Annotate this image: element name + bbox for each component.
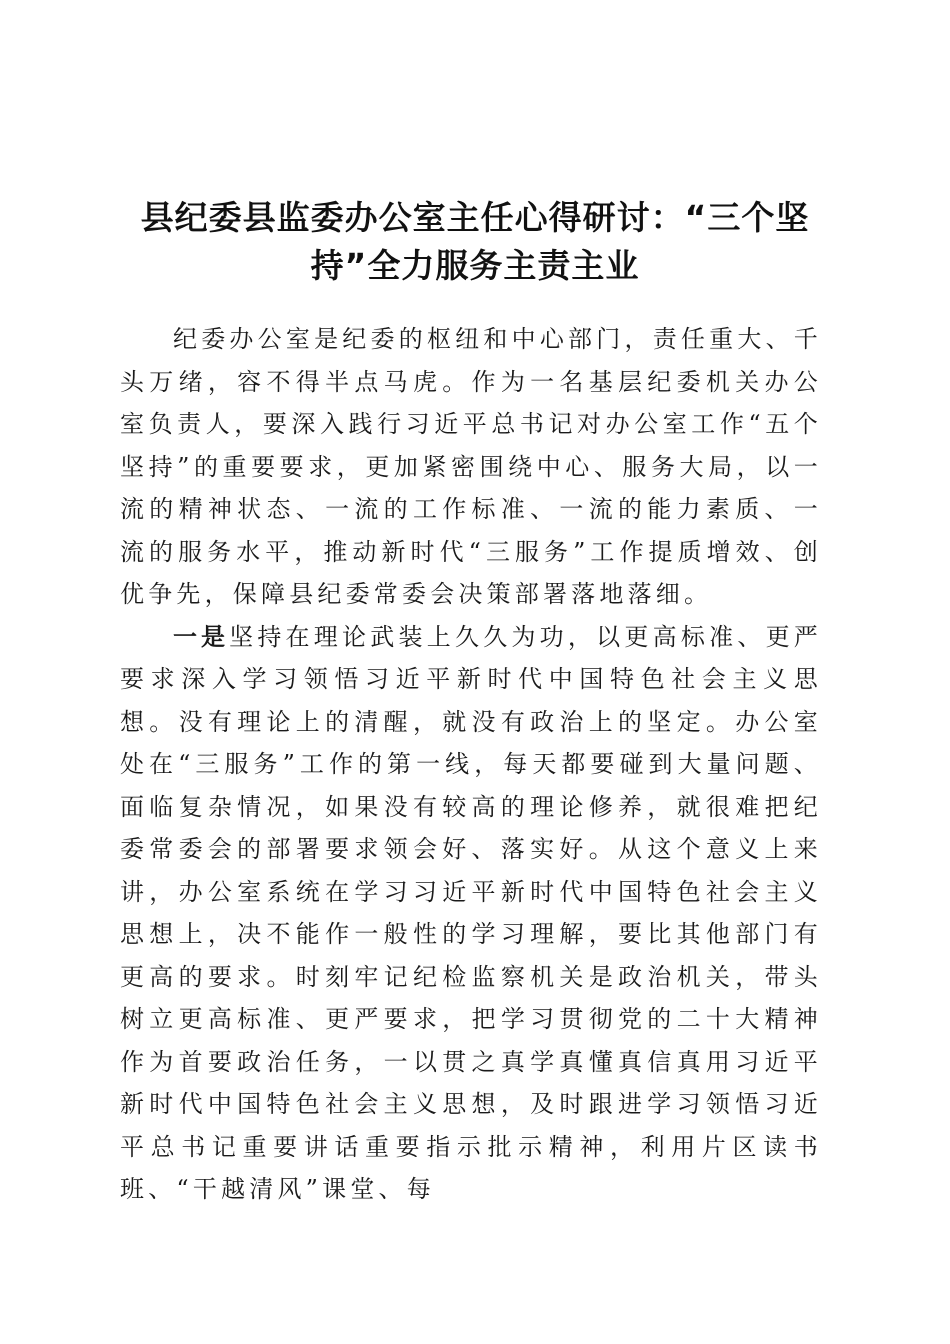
paragraph-text: 坚持在理论武装上久久为功，以更高标准、更严要求深入学习领悟习近平新时代中国特色社会主义思想。没有理论上的清醒，就没有政治上的坚定。办公室处在“三服务”工作的第一线，每天都要碰到大量问题、面临复杂情况，如果没有较高的理论修养，就很难把纪委常委会的部署要求领会好、落实好。从这个意义上来讲，办公室系统在学习习近平新时代中国特色社会主义思想上，决不能作一般性的学习理解，要比其他部门有更高的要求。时刻牢记纪检监察机关是政治机关，带头树立更高标准、更严要求，把学习贯彻党的二十大精神作为首要政治任务，一以贯之真学真懂真信真用习近平新时代中国特色社会主义思想，及时跟进学习领悟习近平总书记重要讲话重要指示批示精神，利用片区读书班、“干越清风”课堂、每	[120, 622, 823, 1203]
paragraph-point-one	[120, 616, 822, 1211]
paragraph-text: 纪委办公室是纪委的枢纽和中心部门，责任重大、千头万绪，容不得半点马虎。作为一名基层纪委机关办公室负责人，要深入践行习近平总书记对办公室工作“五个坚持”的重要要求，更加紧密围绕中心、服务大局，以一流的精神状态、一流的工作标准、一流的能力素质、一流的服务水平，推动新时代“三服务”工作提质增效、创优争先，保障县纪委常委会决策部署落地落细。	[120, 325, 822, 608]
paragraph-lead: 一是	[173, 622, 230, 651]
document-body	[120, 318, 822, 1211]
document-title: 县纪委县监委办公室主任心得研讨：“三个坚持”全力服务主责主业	[140, 198, 810, 286]
paragraph-intro	[120, 318, 822, 616]
